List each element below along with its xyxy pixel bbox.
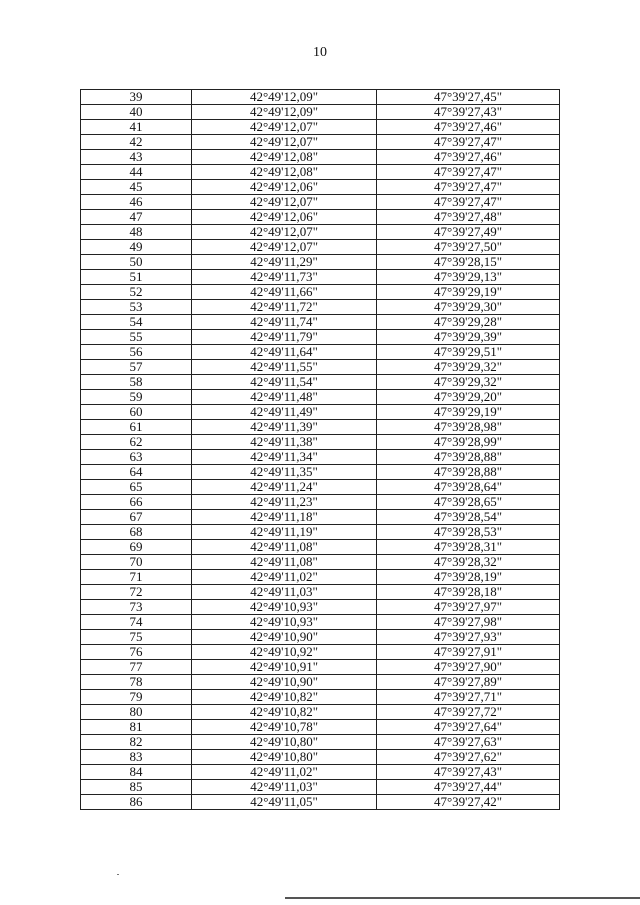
- latitude-cell: 42°49'11,38": [192, 435, 377, 450]
- table-row: [81, 240, 560, 255]
- latitude-cell: 42°49'11,29": [192, 255, 377, 270]
- longitude-cell: 47°39'29,51": [377, 345, 560, 360]
- table-row: [81, 510, 560, 525]
- point-number-cell: 39: [81, 90, 192, 105]
- latitude-cell: 42°49'10,93": [192, 600, 377, 615]
- longitude-cell: 47°39'27,71": [377, 690, 560, 705]
- table-row: [81, 585, 560, 600]
- table-row: [81, 735, 560, 750]
- longitude-cell: 47°39'27,47": [377, 180, 560, 195]
- latitude-cell: 42°49'11,66": [192, 285, 377, 300]
- coordinates-table: [80, 89, 560, 810]
- longitude-cell: 47°39'27,90": [377, 660, 560, 675]
- longitude-cell: 47°39'28,54": [377, 510, 560, 525]
- table-row: [81, 210, 560, 225]
- longitude-cell: 47°39'27,46": [377, 120, 560, 135]
- table-row: [81, 285, 560, 300]
- table-row: [81, 150, 560, 165]
- latitude-cell: 42°49'11,34": [192, 450, 377, 465]
- longitude-cell: 47°39'28,15": [377, 255, 560, 270]
- latitude-cell: 42°49'11,64": [192, 345, 377, 360]
- latitude-cell: 42°49'11,39": [192, 420, 377, 435]
- table-row: [81, 615, 560, 630]
- longitude-cell: 47°39'27,97": [377, 600, 560, 615]
- longitude-cell: 47°39'27,45": [377, 90, 560, 105]
- point-number-cell: 43: [81, 150, 192, 165]
- point-number-cell: 64: [81, 465, 192, 480]
- longitude-cell: 47°39'28,18": [377, 585, 560, 600]
- point-number-cell: 80: [81, 705, 192, 720]
- latitude-cell: 42°49'12,07": [192, 240, 377, 255]
- point-number-cell: 60: [81, 405, 192, 420]
- longitude-cell: 47°39'29,32": [377, 360, 560, 375]
- table-row: [81, 765, 560, 780]
- latitude-cell: 42°49'10,80": [192, 735, 377, 750]
- latitude-cell: 42°49'10,78": [192, 720, 377, 735]
- longitude-cell: 47°39'29,32": [377, 375, 560, 390]
- table-row: [81, 315, 560, 330]
- table-row: [81, 690, 560, 705]
- point-number-cell: 57: [81, 360, 192, 375]
- table-row: [81, 495, 560, 510]
- latitude-cell: 42°49'10,90": [192, 675, 377, 690]
- longitude-cell: 47°39'29,30": [377, 300, 560, 315]
- point-number-cell: 66: [81, 495, 192, 510]
- table-row: [81, 525, 560, 540]
- longitude-cell: 47°39'29,19": [377, 405, 560, 420]
- point-number-cell: 41: [81, 120, 192, 135]
- point-number-cell: 48: [81, 225, 192, 240]
- latitude-cell: 42°49'10,91": [192, 660, 377, 675]
- latitude-cell: 42°49'12,07": [192, 195, 377, 210]
- table-row: [81, 540, 560, 555]
- longitude-cell: 47°39'27,98": [377, 615, 560, 630]
- point-number-cell: 75: [81, 630, 192, 645]
- coordinates-table-body: [81, 90, 560, 810]
- latitude-cell: 42°49'12,09": [192, 105, 377, 120]
- table-row: [81, 120, 560, 135]
- latitude-cell: 42°49'12,06": [192, 180, 377, 195]
- table-row: [81, 105, 560, 120]
- longitude-cell: 47°39'28,31": [377, 540, 560, 555]
- table-row: [81, 630, 560, 645]
- longitude-cell: 47°39'27,43": [377, 105, 560, 120]
- point-number-cell: 54: [81, 315, 192, 330]
- latitude-cell: 42°49'12,07": [192, 225, 377, 240]
- latitude-cell: 42°49'12,08": [192, 165, 377, 180]
- point-number-cell: 42: [81, 135, 192, 150]
- page-number: 10: [313, 45, 327, 60]
- longitude-cell: 47°39'28,32": [377, 555, 560, 570]
- latitude-cell: 42°49'12,07": [192, 135, 377, 150]
- point-number-cell: 56: [81, 345, 192, 360]
- point-number-cell: 51: [81, 270, 192, 285]
- latitude-cell: 42°49'11,02": [192, 765, 377, 780]
- table-row: [81, 435, 560, 450]
- point-number-cell: 77: [81, 660, 192, 675]
- point-number-cell: 86: [81, 795, 192, 810]
- longitude-cell: 47°39'29,20": [377, 390, 560, 405]
- table-row: [81, 660, 560, 675]
- table-row: [81, 600, 560, 615]
- table-row: [81, 750, 560, 765]
- longitude-cell: 47°39'27,47": [377, 135, 560, 150]
- bottom-edge-line: [285, 897, 640, 899]
- longitude-cell: 47°39'27,47": [377, 195, 560, 210]
- longitude-cell: 47°39'27,62": [377, 750, 560, 765]
- table-row: [81, 705, 560, 720]
- longitude-cell: 47°39'28,64": [377, 480, 560, 495]
- latitude-cell: 42°49'11,24": [192, 480, 377, 495]
- table-row: [81, 390, 560, 405]
- latitude-cell: 42°49'11,35": [192, 465, 377, 480]
- point-number-cell: 67: [81, 510, 192, 525]
- point-number-cell: 49: [81, 240, 192, 255]
- longitude-cell: 47°39'28,99": [377, 435, 560, 450]
- table-row: [81, 90, 560, 105]
- latitude-cell: 42°49'11,18": [192, 510, 377, 525]
- table-row: [81, 420, 560, 435]
- longitude-cell: 47°39'28,65": [377, 495, 560, 510]
- point-number-cell: 47: [81, 210, 192, 225]
- point-number-cell: 83: [81, 750, 192, 765]
- table-row: [81, 345, 560, 360]
- longitude-cell: 47°39'28,88": [377, 465, 560, 480]
- table-row: [81, 780, 560, 795]
- latitude-cell: 42°49'10,92": [192, 645, 377, 660]
- longitude-cell: 47°39'27,47": [377, 165, 560, 180]
- point-number-cell: 85: [81, 780, 192, 795]
- table-row: [81, 195, 560, 210]
- table-row: [81, 375, 560, 390]
- longitude-cell: 47°39'28,19": [377, 570, 560, 585]
- table-row: [81, 795, 560, 810]
- point-number-cell: 74: [81, 615, 192, 630]
- longitude-cell: 47°39'27,72": [377, 705, 560, 720]
- latitude-cell: 42°49'10,80": [192, 750, 377, 765]
- table-row: [81, 330, 560, 345]
- point-number-cell: 69: [81, 540, 192, 555]
- table-row: [81, 675, 560, 690]
- table-row: [81, 165, 560, 180]
- point-number-cell: 78: [81, 675, 192, 690]
- table-row: [81, 555, 560, 570]
- latitude-cell: 42°49'11,55": [192, 360, 377, 375]
- latitude-cell: 42°49'11,05": [192, 795, 377, 810]
- point-number-cell: 63: [81, 450, 192, 465]
- latitude-cell: 42°49'11,03": [192, 780, 377, 795]
- point-number-cell: 53: [81, 300, 192, 315]
- longitude-cell: 47°39'27,46": [377, 150, 560, 165]
- point-number-cell: 62: [81, 435, 192, 450]
- longitude-cell: 47°39'27,44": [377, 780, 560, 795]
- point-number-cell: 50: [81, 255, 192, 270]
- longitude-cell: 47°39'27,50": [377, 240, 560, 255]
- longitude-cell: 47°39'27,63": [377, 735, 560, 750]
- latitude-cell: 42°49'11,54": [192, 375, 377, 390]
- table-row: [81, 270, 560, 285]
- point-number-cell: 65: [81, 480, 192, 495]
- point-number-cell: 71: [81, 570, 192, 585]
- point-number-cell: 76: [81, 645, 192, 660]
- longitude-cell: 47°39'29,28": [377, 315, 560, 330]
- point-number-cell: 82: [81, 735, 192, 750]
- longitude-cell: 47°39'27,49": [377, 225, 560, 240]
- table-row: [81, 255, 560, 270]
- latitude-cell: 42°49'12,06": [192, 210, 377, 225]
- scan-speck: [117, 874, 119, 875]
- point-number-cell: 40: [81, 105, 192, 120]
- latitude-cell: 42°49'10,93": [192, 615, 377, 630]
- table-row: [81, 360, 560, 375]
- longitude-cell: 47°39'29,19": [377, 285, 560, 300]
- point-number-cell: 70: [81, 555, 192, 570]
- latitude-cell: 42°49'10,82": [192, 690, 377, 705]
- point-number-cell: 72: [81, 585, 192, 600]
- longitude-cell: 47°39'28,88": [377, 450, 560, 465]
- table-row: [81, 570, 560, 585]
- point-number-cell: 61: [81, 420, 192, 435]
- table-row: [81, 405, 560, 420]
- latitude-cell: 42°49'12,07": [192, 120, 377, 135]
- point-number-cell: 59: [81, 390, 192, 405]
- table-row: [81, 720, 560, 735]
- latitude-cell: 42°49'11,02": [192, 570, 377, 585]
- latitude-cell: 42°49'10,82": [192, 705, 377, 720]
- latitude-cell: 42°49'11,73": [192, 270, 377, 285]
- point-number-cell: 55: [81, 330, 192, 345]
- longitude-cell: 47°39'27,48": [377, 210, 560, 225]
- point-number-cell: 68: [81, 525, 192, 540]
- latitude-cell: 42°49'11,03": [192, 585, 377, 600]
- latitude-cell: 42°49'11,79": [192, 330, 377, 345]
- longitude-cell: 47°39'27,43": [377, 765, 560, 780]
- longitude-cell: 47°39'28,53": [377, 525, 560, 540]
- latitude-cell: 42°49'11,19": [192, 525, 377, 540]
- longitude-cell: 47°39'27,91": [377, 645, 560, 660]
- point-number-cell: 79: [81, 690, 192, 705]
- latitude-cell: 42°49'11,48": [192, 390, 377, 405]
- longitude-cell: 47°39'27,89": [377, 675, 560, 690]
- point-number-cell: 58: [81, 375, 192, 390]
- longitude-cell: 47°39'27,64": [377, 720, 560, 735]
- point-number-cell: 45: [81, 180, 192, 195]
- point-number-cell: 44: [81, 165, 192, 180]
- latitude-cell: 42°49'10,90": [192, 630, 377, 645]
- latitude-cell: 42°49'11,72": [192, 300, 377, 315]
- point-number-cell: 84: [81, 765, 192, 780]
- table-row: [81, 450, 560, 465]
- table-row: [81, 225, 560, 240]
- table-row: [81, 465, 560, 480]
- point-number-cell: 73: [81, 600, 192, 615]
- longitude-cell: 47°39'28,98": [377, 420, 560, 435]
- latitude-cell: 42°49'12,09": [192, 90, 377, 105]
- longitude-cell: 47°39'27,42": [377, 795, 560, 810]
- point-number-cell: 52: [81, 285, 192, 300]
- latitude-cell: 42°49'11,23": [192, 495, 377, 510]
- longitude-cell: 47°39'29,39": [377, 330, 560, 345]
- latitude-cell: 42°49'11,74": [192, 315, 377, 330]
- table-row: [81, 645, 560, 660]
- table-row: [81, 180, 560, 195]
- table-row: [81, 480, 560, 495]
- latitude-cell: 42°49'12,08": [192, 150, 377, 165]
- longitude-cell: 47°39'29,13": [377, 270, 560, 285]
- latitude-cell: 42°49'11,08": [192, 540, 377, 555]
- latitude-cell: 42°49'11,08": [192, 555, 377, 570]
- point-number-cell: 81: [81, 720, 192, 735]
- point-number-cell: 46: [81, 195, 192, 210]
- table-row: [81, 135, 560, 150]
- longitude-cell: 47°39'27,93": [377, 630, 560, 645]
- table-row: [81, 300, 560, 315]
- latitude-cell: 42°49'11,49": [192, 405, 377, 420]
